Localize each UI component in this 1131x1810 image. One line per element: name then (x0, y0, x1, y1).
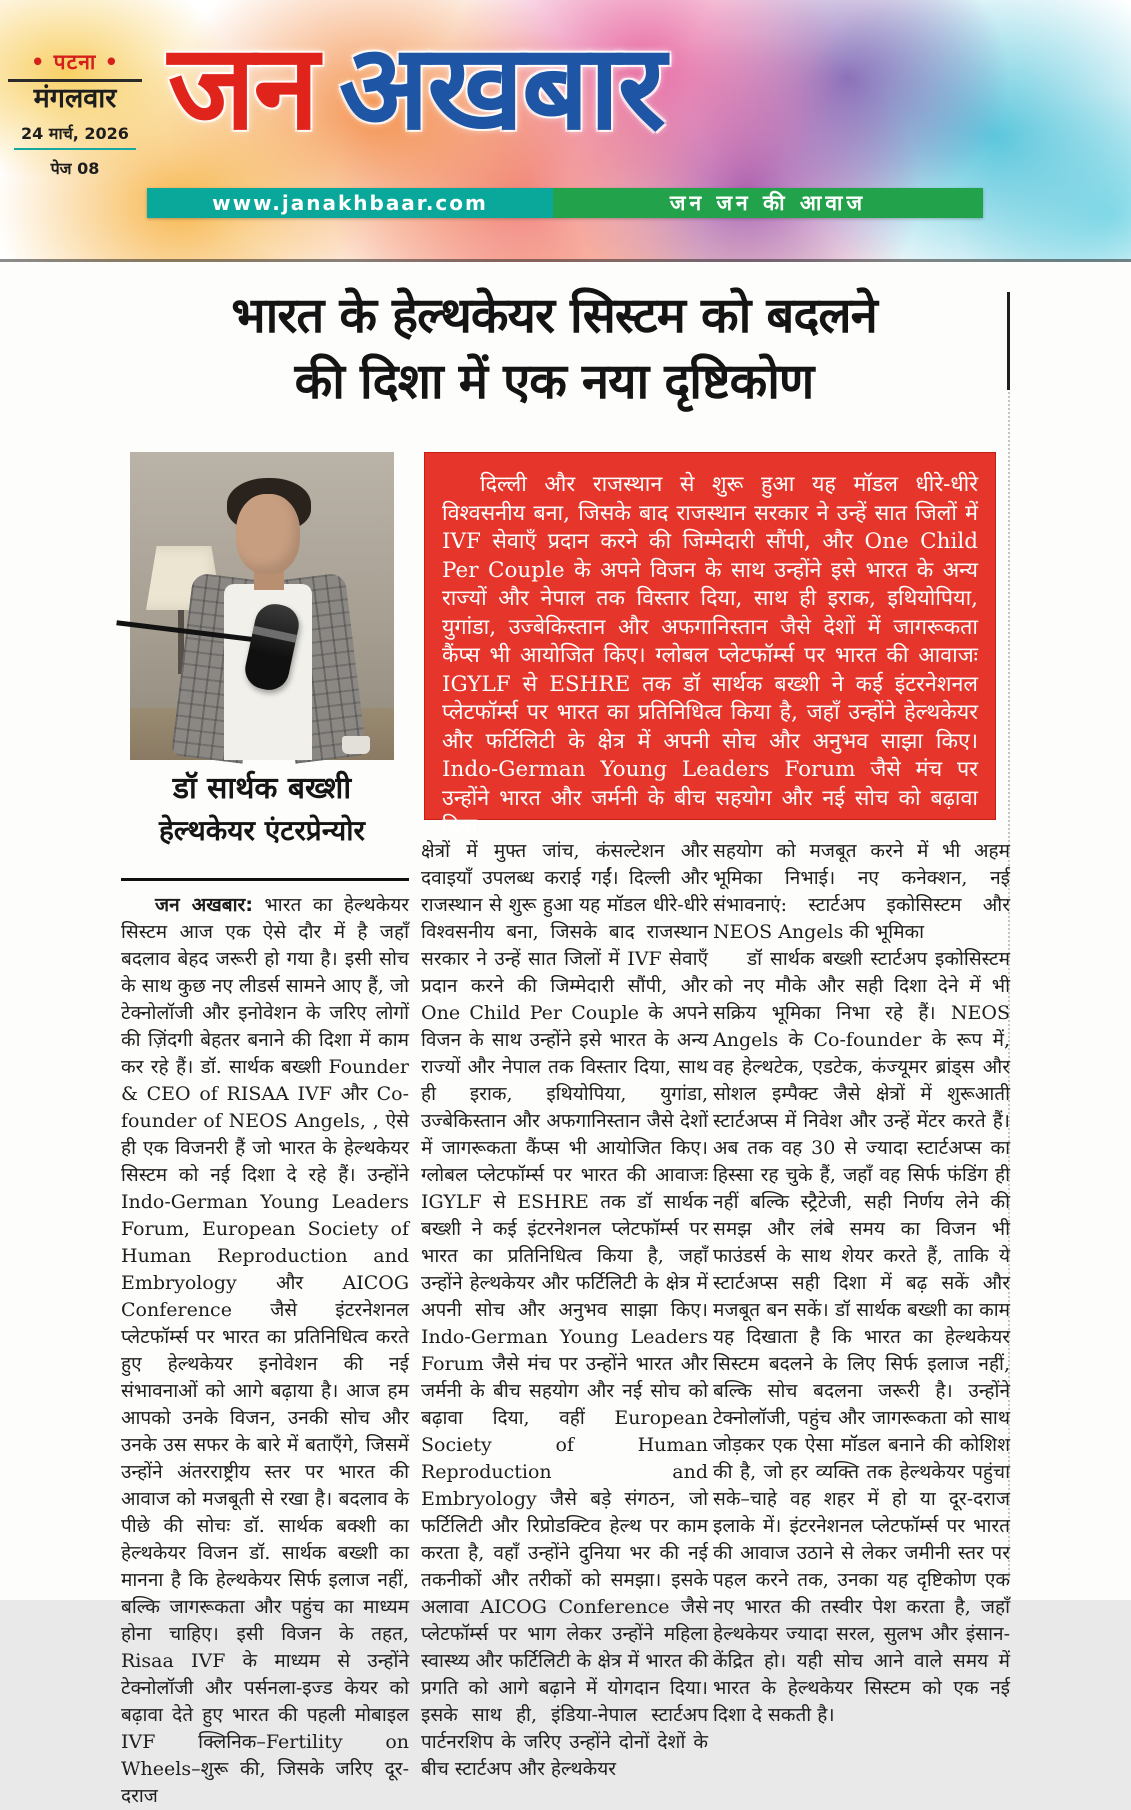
headline-line-1: भारत के हेल्थकेयर सिस्टम को बदलने (231, 287, 877, 344)
header-divider (0, 259, 1131, 262)
lead-label: जन अखबार: (155, 894, 253, 916)
dateline (8, 48, 142, 179)
col3-paragraph-1: सहयोग को मजबूत करने में भी अहम भूमिका निभाई। नए कनेक्शन, नई संभावनाएं: स्टार्टअप इकोसिस्टम और NEOS Angels की भूमिका (713, 840, 1010, 943)
headline-line-2: की दिशा में एक नया दृष्टिकोण (294, 352, 814, 410)
highlight-text: दिल्ली और राजस्थान से शुरू हुआ यह मॉडल धीरे-धीरे विश्वसनीय बना, जिसके बाद राजस्थान सरकार ने उन्हें सात जिलों में IVF सेवाएँ प्रदान करने की जिम्मेदारी सौंपी, और One Child Per Couple के अपने विजन के साथ उन्होंने इसे भारत के अन्य राज्यों और नेपाल तक विस्तार दिया, साथ ही इराक, इथियोपिया, युगांडा, उज्बेकिस्तान और अफगानिस्तान जैसे देशों में जागरूकता कैंप्स भी आयोजित किए। ग्लोबल प्लेटफॉर्म्स पर भारत की आवाजः IGYLF से ESHRE तक डॉ सार्थक बख्शी ने कई इंटरनेशनल प्लेटफॉर्म्स पर भारत का प्रतिनिधित्व किया है, जहाँ उन्होंने हेल्थकेयर और फर्टिलिटी के क्षेत्र में अपनी सोच और अनुभव साझा किए। Indo-German Young Leaders Forum जैसे मंच पर उन्होंने भारत और जर्मनी के बीच सहयोग और नई सोच को बढ़ावा दिया, (442, 472, 978, 839)
column-divider-solid (1007, 292, 1010, 390)
masthead-title-blue: अखबार (339, 18, 664, 156)
col2-paragraph: क्षेत्रों में मुफ्त जांच, कंसल्टेशन और दवाइयाँ उपलब्ध कराई गईं। दिल्ली और राजस्थान से शुरू हुआ यह मॉडल धीरे-धीरे विश्वसनीय बना, जिसके बाद राजस्थान सरकार ने उन्हें सात जिलों में IVF सेवाएँ प्रदान करने की जिम्मेदारी सौंपी, और One Child Per Couple के अपने विजन के साथ उन्होंने इसे भारत के अन्य राज्यों और नेपाल तक विस्तार दिया, साथ ही इराक, इथियोपिया, युगांडा, उज्बेकिस्तान और अफगानिस्तान जैसे देशों में जागरूकता कैंप्स भी आयोजित किए। ग्लोबल प्लेटफॉर्म्स पर भारत की आवाजः IGYLF से ESHRE तक डॉ सार्थक बख्शी ने कई इंटरनेशनल प्लेटफॉर्म्स पर भारत का प्रतिनिधित्व किया है, जहाँ उन्होंने हेल्थकेयर और फर्टिलिटी के क्षेत्र में अपनी सोच और अनुभव साझा किए। Indo-German Young Leaders Forum जैसे मंच पर उन्होंने भारत और जर्मनी के बीच सहयोग और नई सोच को बढ़ावा दिया, वहीं European Society of Human Reproduction and Embryology जैसे बड़े संगठन, जो फर्टिलिटी और रिप्रोडक्टिव हेल्थ पर काम करता है, वहाँ उन्होंने दुनिया भर की नई तकनीकों और तरीकों को समझा। इसके अलावा AICOG Conference जैसे प्लेटफॉर्म्स पर भाग लेकर उन्होंने महिला स्वास्थ्य और फर्टिलिटी के क्षेत्र में भारत की प्रगति को आगे बढ़ाने में योगदान दिया। इसके साथ ही, इंडिया-नेपाल स्टार्टअप पार्टनरशिप के जरिए उन्होंने दोनों देशों के बीच स्टार्टअप और हेल्थकेयर (421, 840, 708, 1780)
highlight-box (424, 452, 996, 839)
masthead-title-red: जन (168, 18, 318, 156)
city-label: • पटना • (30, 50, 120, 74)
masthead-bar (147, 188, 983, 218)
body-column-2 (421, 838, 708, 1780)
date-label: 24 मार्च, 2026 (14, 122, 136, 150)
masthead-header (0, 0, 1131, 262)
photo-cup (342, 736, 370, 754)
caption-name: डॉ सार्थक बख्शी (172, 771, 352, 806)
col1-paragraph (121, 892, 409, 1810)
col3-paragraph-2: डॉ सार्थक बख्शी स्टार्टअप इकोसिस्टम को नए मौके और सही दिशा देने में भी सक्रिय भूमिका निभा रहे हैं। NEOS Angels के Co-founder के रूप में, वह हेल्थटेक, एडटेक, कंज्यूमर ब्रांड्स और सोशल इम्पैक्ट जैसे क्षेत्रों में शुरूआती स्टार्टअप्स में निवेश और उन्हें मेंटर करते हैं। अब तक वह 30 से ज्यादा स्टार्टअप्स का हिस्सा रह चुके हैं, जहाँ वह सिर्फ फंडिंग ही नहीं बल्कि स्ट्रैटेजी, सही निर्णय लेने की समझ और लंबे समय का विजन भी फाउंडर्स के साथ शेयर करते हैं, ताकि ये स्टार्टअप्स सही दिशा में बढ़ सकें और मजबूत बन सकें। डॉ सार्थक बख्शी का काम यह दिखाता है कि भारत का हेल्थकेयर सिस्टम बदलने के लिए सिर्फ इलाज नहीं, बल्कि सोच बदलना जरूरी है। उन्होंने टेक्नोलॉजी, पहुंच और जागरूकता को साथ जोड़कर एक ऐसा मॉडल बनाने की कोशिश की है, जो हर व्यक्ति तक हेल्थकेयर पहुंचा सके–चाहे वह शहर में हो या दूर-दराज इलाके में। इंटरनेशनल प्लेटफॉर्म्स पर भारत की आवाज उठाने से लेकर जमीनी स्तर पर पहल करने तक, उनका यह दृष्टिकोण एक नए भारत की तस्वीर पेश करता है, जहाँ हेल्थकेयर ज्यादा सरल, सुलभ और इंसान-केंद्रित हो। यही सोच आने वाले समय में भारत के हेल्थकेयर सिस्टम को एक नई दिशा दे सकती है। (713, 948, 1010, 1726)
col1-text: भारत का हेल्थकेयर सिस्टम आज एक ऐसे दौर में है जहाँ बदलाव बेहद जरूरी हो गया है। इसी सोच के साथ कुछ नए लीडर्स सामने आए हैं, जो टेक्नोलॉजी और इनोवेशन के जरिए लोगों की ज़िंदगी बेहतर बनाने की दिशा में काम कर रहे हैं। डॉ. सार्थक बख्शी Founder & CEO of RISAA IVF और Co-founder of NEOS Angels, , ऐसे ही एक विजनरी हैं जो भारत के हेल्थकेयर सिस्टम को नई दिशा दे रहे हैं। उन्होंने Indo-German Young Leaders Forum, European Society of Human Reproduction and Embryology और AICOG Conference जैसे इंटरनेशनल प्लेटफॉर्म्स पर भारत का प्रतिनिधित्व करते हुए हेल्थकेयर इनोवेशन की नई संभावनाओं को आगे बढ़ाया है। आज हम आपको उनके विजन, उनकी सोच और उनके उस सफर के बारे में बताएँगे, जिसमें उन्होंने अंतरराष्ट्रीय स्तर पर भारत की आवाज को मजबूती से रखा है। बदलाव के पीछे की सोचः डॉ. सार्थक बक्शी का हेल्थकेयर विजन डॉ. सार्थक बख्शी का मानना है कि हेल्थकेयर सिर्फ इलाज नहीं, बल्कि जागरूकता और पहुंच का माध्यम होना चाहिए। इसी विजन के तहत, Risaa IVF के माध्यम से उन्होंने टेक्नोलॉजी और पर्सनला-इज्ड केयर को बढ़ावा देते हुए भारत की पहली मोबाइल IVF क्लिनिक–Fertility on Wheels–शुरू की, जिसके जरिए दूर-दराज (121, 894, 409, 1807)
tagline: जन जन की आवाज (553, 188, 983, 218)
photo-microphone-ring (252, 626, 297, 643)
article-headline (112, 283, 996, 414)
photo-person-face (236, 494, 300, 574)
caption-role: हेल्थकेयर एंटरप्रेन्योर (159, 814, 365, 847)
page-number: पेज 08 (50, 159, 100, 179)
photo-caption (116, 766, 408, 852)
masthead-title (168, 18, 664, 156)
column-rule (121, 878, 409, 881)
body-column-1 (121, 878, 409, 1807)
weekday-label: मंगलवार (8, 79, 142, 114)
body-column-3 (713, 838, 1010, 1726)
website-url: www.janakhbaar.com (147, 188, 553, 218)
portrait-photo (130, 452, 394, 760)
